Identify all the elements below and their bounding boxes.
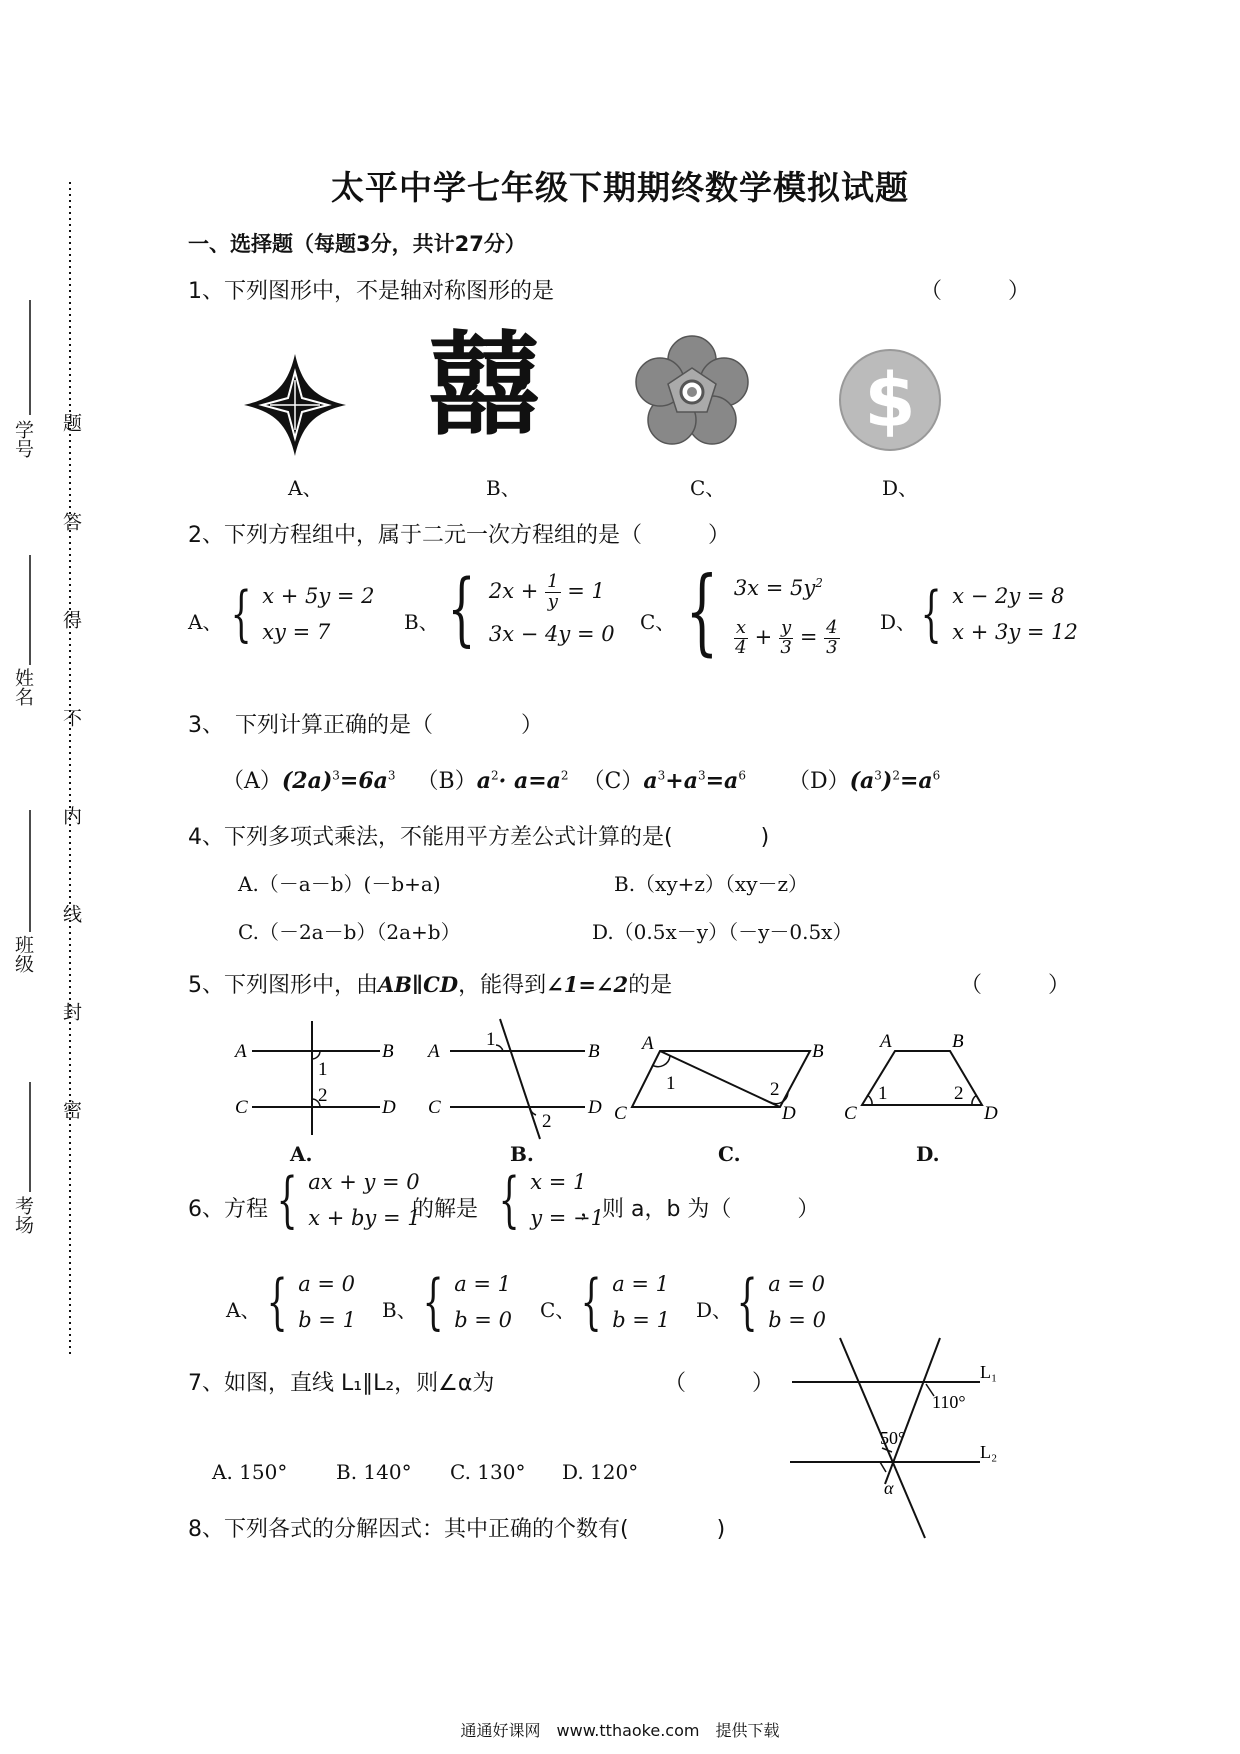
question-7-text: 7、如图，直线 L₁∥L₂，则∠α为 [188, 1371, 495, 1396]
seal-char: 答 [60, 512, 82, 531]
figure-c [614, 1033, 824, 1124]
svg-text:1: 1 [486, 1029, 496, 1050]
svg-text:D: D [782, 1103, 796, 1124]
double-happiness-icon: 囍 [428, 320, 540, 451]
svg-text:C: C [235, 1097, 248, 1118]
answer-paren: （ ） [960, 973, 1071, 998]
dollar-sign: $ [864, 358, 916, 444]
svg-text:1: 1 [666, 1073, 676, 1094]
q1-option-label: D、 [882, 476, 919, 500]
svg-text:L₂: L₂ [980, 1442, 998, 1462]
svg-text:B: B [588, 1041, 600, 1062]
figure-a [233, 1021, 396, 1135]
q5-option-label: C. [718, 1142, 741, 1166]
question-4-text: 4、下列多项式乘法，不能用平方差公式计算的是( ) [188, 825, 770, 850]
question-5-text: 5、下列图形中，由AB∥CD，能得到∠1=∠2的是 [188, 972, 673, 998]
svg-text:D: D [382, 1097, 396, 1118]
q5-option-label: A. [290, 1142, 313, 1166]
svg-text:D: D [588, 1097, 602, 1118]
svg-text:C: C [428, 1097, 441, 1118]
q2-option-label: C、 [640, 610, 676, 634]
svg-text:A: A [642, 1033, 654, 1054]
svg-text:2: 2 [770, 1079, 780, 1100]
q3-options: $(A)(2a)^3=6a^3$ $(B)a^2\cdot a=a^2$ $(C)a^3+a^3=a^6$ $(D)(a^3)^2=a^6$ [222, 768, 941, 794]
question-1-text: 1、下列图形中，不是轴对称图形的是 [188, 279, 554, 304]
q2-option-label: A、 [188, 610, 223, 634]
figure-d [844, 1031, 998, 1124]
q7-option-c: C. 130° [450, 1460, 526, 1484]
page-title: 太平中学七年级下期期终数学模拟试题 [331, 168, 909, 207]
seal-char: 封 [60, 1002, 82, 1021]
field-name: 姓名 [12, 668, 34, 706]
q7-figure [780, 1334, 1020, 1544]
field-student-id: 学号 [12, 420, 34, 458]
q7-option-b: B. 140° [336, 1460, 412, 1484]
svg-text:B: B [812, 1041, 824, 1062]
question-2-text: 2、下列方程组中，属于二元一次方程组的是（ ） [188, 523, 730, 548]
binding-strip [0, 0, 90, 1754]
q6-solution-system: { x = 1 y = −1 [498, 1165, 604, 1235]
q6-equation-system: { ax + y = 0 x + by = 1 [276, 1165, 421, 1235]
question-8-text: 8、下列各式的分解因式：其中正确的个数有( ) [188, 1517, 726, 1542]
svg-text:2: 2 [954, 1083, 964, 1104]
q2-option-label: D、 [880, 610, 917, 634]
q6-tail-text: ，则 a，b 为（ ） [580, 1197, 820, 1222]
figure-ornament-star [240, 350, 350, 460]
svg-text:α: α [884, 1478, 894, 1498]
seal-char: 线 [60, 904, 82, 923]
svg-text:50°: 50° [880, 1428, 906, 1448]
svg-text:A: A [880, 1031, 892, 1052]
q7-option-a: A. 150° [212, 1460, 288, 1484]
q7-option-d: D. 120° [562, 1460, 639, 1484]
q6-option-c-system: { a = 1 b = 1 [580, 1267, 670, 1337]
q6-option-label: A、 [226, 1298, 261, 1322]
section-heading: 一、选择题（每题3分，共计27分） [188, 232, 526, 256]
q2-option-a-system: { x + 5y = 2 xy = 7 [230, 579, 375, 649]
q5-figures [230, 1015, 1020, 1150]
dollar-coin-icon [838, 348, 942, 452]
svg-text:B: B [952, 1031, 964, 1052]
q2-option-b-system: { 2x + $\frac{1}{y}$ = 1 3x − 4y = 0 [447, 562, 615, 655]
svg-text:2: 2 [318, 1085, 328, 1106]
question-3-text: 3、 下列计算正确的是（ ） [188, 713, 543, 738]
answer-paren: （ ） [920, 279, 1031, 304]
svg-text:C: C [614, 1103, 627, 1124]
q1-option-label: C、 [690, 476, 726, 500]
q6-mid-text: 的解是 [412, 1197, 479, 1222]
svg-text:B: B [382, 1041, 394, 1062]
svg-text:L₁: L₁ [980, 1362, 998, 1382]
q6-option-a-system: { a = 0 b = 1 [266, 1267, 356, 1337]
svg-text:2: 2 [542, 1111, 552, 1132]
q5-option-label: B. [510, 1142, 534, 1166]
svg-text:A: A [235, 1041, 247, 1062]
seal-char: 得 [60, 610, 82, 629]
seal-char: 不 [60, 708, 82, 727]
q1-option-label: B、 [486, 476, 521, 500]
answer-paren: （ ） [664, 1371, 775, 1396]
q1-option-label: A、 [288, 476, 323, 500]
svg-text:D: D [984, 1103, 998, 1124]
svg-text:A: A [428, 1041, 440, 1062]
q2-option-c-system: { $3x = 5y^2$ $\frac{x}{4}$ + $\frac{y}{3}$ = $\frac{4}{3}$ [685, 556, 838, 666]
figure-b [426, 1019, 602, 1139]
flower-icon [632, 332, 752, 452]
field-class: 班级 [12, 935, 34, 973]
q6-option-d-system: { a = 0 b = 0 [736, 1267, 826, 1337]
svg-text:1: 1 [878, 1083, 888, 1104]
q6-option-b-system: { a = 1 b = 0 [422, 1267, 512, 1337]
footer-credit: 通通好课网 www.tthaoke.com 提供下载 [460, 1721, 780, 1740]
q6-option-label: D、 [696, 1298, 733, 1322]
seal-char: 题 [60, 413, 82, 432]
q2-option-d-system: { x − 2y = 8 x + 3y = 12 [920, 579, 1078, 649]
q2-option-label: B、 [404, 610, 439, 634]
q4-option-b: B.（xy+z）（xy－z） [614, 872, 809, 896]
q4-option-c: C.（－2a－b）（2a+b） [238, 920, 461, 944]
field-exam-room: 考场 [12, 1196, 34, 1234]
q6-option-label: C、 [540, 1298, 576, 1322]
svg-text:1: 1 [318, 1059, 328, 1080]
question-6-text: 6、方程 [188, 1197, 268, 1222]
svg-text:C: C [844, 1103, 857, 1124]
q4-option-d: D.（0.5x－y）（－y－0.5x） [592, 920, 853, 944]
q6-option-label: B、 [382, 1298, 417, 1322]
q5-option-label: D. [916, 1142, 940, 1166]
q4-option-a: A.（－a－b）(－b+a) [238, 872, 441, 896]
seal-char: 内 [60, 806, 82, 825]
svg-text:110°: 110° [932, 1392, 966, 1412]
seal-char: 密 [60, 1100, 82, 1119]
